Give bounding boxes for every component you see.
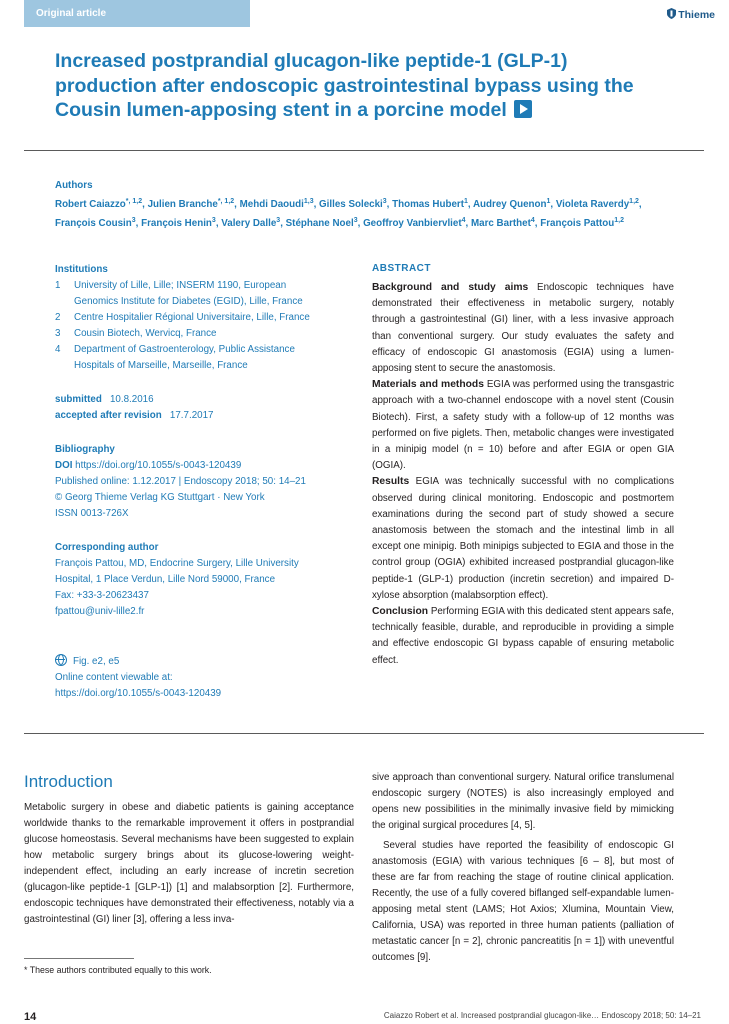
abstract-section (372, 474, 674, 604)
institution-text: Department of Gastroenterology, Public Assistance Hospitals of Marseille, Marseille, France (74, 344, 295, 371)
author-name: Audrey Quenon$^1$ (472, 198, 551, 210)
article-title-text: Increased postprandial glucagon-like peptide-1 (GLP-1) production after endoscopic gastrointestinal bypass using the Cousin lumen-apposing stent in a porcine model (55, 50, 634, 121)
abstract-section-heading: Conclusion (372, 606, 429, 618)
institution-number: 1 (55, 280, 61, 291)
institution-number: 4 (55, 344, 61, 355)
institutions-list (55, 278, 355, 374)
author-name: Violeta Raverdy$^{1,2}$ (555, 198, 639, 210)
bibliography-label: Bibliography (55, 444, 115, 455)
author-affiliation: 4 (530, 217, 535, 225)
intro-column-2 (372, 770, 674, 966)
author-name: Mehdi Daoudi$^{1,3}$ (239, 198, 314, 210)
abstract-section-heading: Materials and methods (372, 379, 484, 391)
author-name: Geoffroy Vanbiervliet$^4$ (363, 217, 466, 230)
online-figures (55, 654, 355, 670)
video-play-icon[interactable] (514, 100, 532, 118)
abstract-section (372, 280, 674, 377)
author-name: Robert Caiazzo$^{*, 1,2}$ (55, 198, 143, 210)
footnote-rule (24, 958, 134, 959)
corresponding-author-label: Corresponding author (55, 542, 159, 553)
abstract-section-text: Endoscopic techniques have demonstrated their effectiveness in metabolic surgery, notably through a gastrointestinal (GI) liner, with a less invasive approach than conventional surgery. Our study evaluates the safety and efficacy of endoscopic GI anastomosis (EGIA) using a lumen-apposing stent to secure the anastomosis. (372, 282, 674, 375)
author-affiliation: 1,3 (303, 198, 314, 205)
submitted-label: submitted (55, 394, 102, 405)
institution-text: Cousin Biotech, Wervicq, France (74, 328, 217, 339)
abstract-label: ABSTRACT (372, 263, 431, 274)
abstract-section-heading: Results (372, 476, 410, 488)
accepted-value: 17.7.2017 (169, 410, 214, 421)
corresponding-email[interactable]: fpattou@univ-lille2.fr (55, 606, 145, 617)
author-affiliation: 3 (382, 198, 387, 205)
author-affiliation: 3 (131, 217, 136, 225)
author-name: Valery Dalle$^3$ (221, 217, 281, 230)
author-affiliation: 4 (461, 217, 466, 225)
abstract-section-text: EGIA was performed using the transgastric approach with a two-channel endoscope with a novel stent (Cousin Biotech). First, a safety study with a follow-up of 12 months was performed on five piglets. Then, metabolic changes were investigated in a minipig model (n = 10) before and after EGIA or open GIA (OGIA). (372, 379, 675, 472)
abstract-section-text: EGIA was technically successful with no complications observed during clinical monitoring. Endoscopic and postmortem examinations during the second part of study showed a secure anastomosis between the stomach and the intestinal limb in all except one minipig. Both minipigs subjected to EGIA and those in the control group (OGIA) exhibited increased postprandial glucagon-like peptide-1 (GLP-1) production (incretin secretion) and impaired D-xylose absorption (malabsorption effect). (372, 476, 674, 601)
corresponding-line: Hospital, 1 Place Verdun, Lille Nord 59000, France (55, 574, 276, 585)
online-figs-label[interactable]: Fig. e2, e5 (73, 656, 120, 667)
institution-item (55, 342, 355, 374)
article-title (55, 49, 655, 123)
author-affiliation: 3 (211, 217, 216, 225)
author-affiliation: 3 (353, 217, 358, 225)
institution-item (55, 310, 355, 326)
divider (24, 150, 704, 151)
submitted-date (55, 392, 355, 408)
author-affiliation: *, 1,2 (217, 198, 235, 205)
author-name: François Henin$^3$ (141, 217, 216, 230)
author-name: François Pattou$^{1,2}$ (540, 217, 624, 230)
institution-number: 3 (55, 328, 61, 339)
authors-label: Authors (55, 180, 93, 191)
corresponding-fax: Fax: +33-3-20623437 (55, 590, 149, 601)
institution-item (55, 326, 355, 342)
author-affiliation: 1,2 (629, 198, 639, 205)
section-heading-introduction: Introduction (24, 772, 113, 791)
doi-label: DOI (55, 460, 73, 471)
author-name: Stéphane Noel$^3$ (285, 217, 358, 230)
intro-paragraph: Metabolic surgery in obese and diabetic patients is gaining acceptance worldwide thanks to the remarkable improvement it offers in postprandial glucose homeostasis. Several mechanisms have been suggested to explain how metabolic surgery brings about its glucose-lowering weight-independent effect, including an early increase of incretin secretion (glucagon-like peptide-1 [GLP-1]) [1] and malabsorption [2]. Furthermore, endoscopic techniques have demonstrated their effectiveness, notably via a gastrointestinal (GI) liner [3], offering a less inva- (24, 802, 354, 925)
accepted-date (55, 408, 355, 424)
abstract-section-text: Performing EGIA with this dedicated stent appears safe, technically feasible, durable, and reproducible in providing a simple and effective endoscopic GI bypass capable of ensuring metabolic effect. (372, 606, 674, 666)
doi-link[interactable]: https://doi.org/10.1055/s-0043-120439 (75, 460, 242, 471)
author-affiliation: 3 (276, 217, 281, 225)
doi-line (55, 458, 355, 474)
institution-item (55, 278, 355, 310)
submitted-value: 10.8.2016 (109, 394, 154, 405)
abstract-body (372, 280, 674, 669)
thieme-icon (667, 8, 676, 19)
author-affiliation: 1,2 (614, 217, 624, 225)
copyright: © Georg Thieme Verlag KG Stuttgart · New York (55, 492, 265, 503)
institutions-label: Institutions (55, 264, 108, 275)
institution-text: University of Lille, Lille; INSERM 1190, European Genomics Institute for Diabetes (EGID), Lille, France (74, 280, 303, 307)
intro-paragraph: Several studies have reported the feasibility of endoscopic GI anastomosis (EGIA) with various techniques [6 – 8], but most of these are far from reaching the stage of routine clinical application. Recently, the use of a fully covered biflanged self-expandable lumen-apposing metal stent (LAMS; Hot Axios; Xlumina, Mountain View, California, USA) was reported in three human patients (palliation of metastatic cancer [n = 2], chronic pancreatitis [n = 1]) with uneventful outcomes [9]. (372, 840, 674, 963)
institution-text: Centre Hospitalier Régional Universitaire, Lille, France (74, 312, 310, 323)
footnote: * These authors contributed equally to this work. (24, 965, 212, 975)
institution-number: 2 (55, 312, 61, 323)
online-content-url[interactable]: https://doi.org/10.1055/s-0043-120439 (55, 688, 222, 699)
publisher-logo (667, 8, 715, 21)
issn: ISSN 0013-726X (55, 508, 129, 519)
author-name: Thomas Hubert$^1$ (392, 198, 468, 210)
author-name: Gilles Solecki$^3$ (319, 198, 387, 210)
abstract-section (372, 604, 674, 669)
abstract-section (372, 377, 674, 474)
author-name: Marc Barthet$^4$ (470, 217, 535, 230)
published-info: Published online: 1.12.2017 | Endoscopy 2018; 50: 14–21 (55, 476, 306, 487)
author-affiliation: *, 1,2 (125, 198, 143, 205)
author-name: Julien Branche$^{*, 1,2}$ (147, 198, 235, 210)
abstract-section-heading: Background and study aims (372, 282, 529, 293)
author-affiliation: 1 (546, 198, 551, 205)
accepted-label: accepted after revision (55, 410, 162, 421)
running-footer: Caiazzo Robert et al. Increased postprandial glucagon-like… Endoscopy 2018; 50: 14–21 (383, 1011, 701, 1020)
online-content-label: Online content viewable at: (55, 672, 173, 683)
author-name: François Cousin$^3$ (55, 217, 136, 230)
intro-paragraph: sive approach than conventional surgery. Natural orifice translumenal endoscopic surgery (NOTES) is also increasingly employed and opens new possibilities in the minimally invasive field by mimicking the original surgical procedures [4, 5]. (372, 772, 674, 831)
globe-icon (55, 654, 67, 666)
corresponding-line: François Pattou, MD, Endocrine Surgery, Lille University (55, 558, 299, 569)
page-number: 14 (24, 1011, 37, 1023)
article-type-banner: Original article (24, 0, 250, 27)
author-list: Robert Caiazzo$^{*, 1,2}$, Julien Branche$^{*, 1,2}$, Mehdi Daoudi$^{1,3}$, Gilles Solecki$^3$, Thomas Hubert$^1$, Audrey Quenon$^1$, Violeta Raverdy$^{1,2}$, François Cousin$^3$, François Henin$^3$, Valery Dalle$^3$, Stéphane Noel$^3$, Geoffroy Vanbiervliet$^4$, Marc Barthet$^4$, François Pattou$^{1,2}$ (55, 198, 642, 230)
publisher-name: Thieme (678, 9, 715, 21)
author-affiliation: 1 (463, 198, 468, 205)
divider (24, 733, 704, 734)
